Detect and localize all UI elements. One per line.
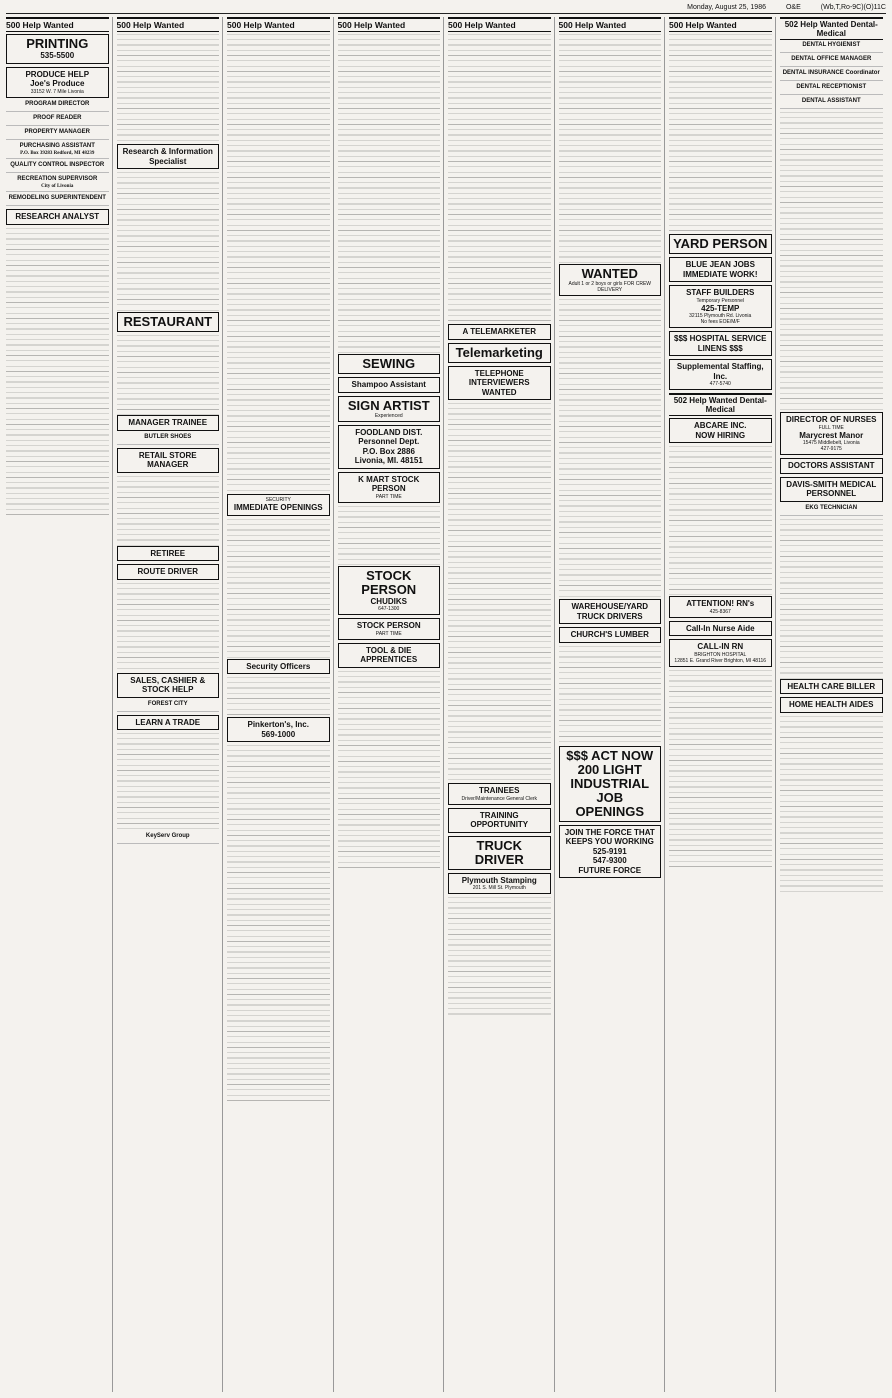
ad-security-immediate	[227, 494, 330, 516]
ad-head: SECURITY	[265, 497, 291, 503]
ad-title: Plymouth Stamping	[461, 875, 537, 885]
ad-title: Security Officers	[246, 661, 311, 671]
column-1	[6, 17, 113, 1392]
ad-retiree	[117, 546, 220, 562]
ad-title: SEWING	[362, 356, 416, 371]
ad-title: SALES, CASHIER & STOCK HELP	[130, 675, 206, 694]
ad-light-industrial	[559, 746, 662, 822]
ad-title: CHURCH'S LUMBER	[570, 630, 649, 639]
ad-research-analyst	[6, 209, 109, 225]
column-header: 500 Help Wanted	[559, 17, 662, 32]
ad-hospital-linens	[669, 331, 772, 356]
ad-city: Livonia, MI. 48151	[354, 456, 423, 465]
ad-doctors-assistant	[780, 458, 884, 474]
ad-title: Supplemental Staffing, Inc.	[676, 362, 764, 381]
ad-sewing	[338, 354, 441, 374]
column-text-filler	[448, 403, 551, 783]
ad-fees: No fees EOE/M/F	[700, 319, 740, 325]
ad-phone: 477-5740	[709, 381, 731, 387]
ad-warehouse-yard	[559, 599, 662, 624]
ad-call-in-rn	[669, 639, 772, 667]
ad-title: HEALTH CARE BILLER	[787, 681, 876, 691]
ad-title: Telemarketing	[455, 344, 543, 360]
column-8	[780, 17, 887, 1392]
ad-sub: FULL TIME	[818, 424, 844, 431]
ad-dental-receptionist	[780, 84, 884, 95]
ad-property-manager	[6, 129, 109, 140]
column-header: 500 Help Wanted	[227, 17, 330, 32]
ad-kmart	[338, 472, 441, 503]
ad-quality-control	[6, 162, 109, 173]
section-name: O&E	[785, 4, 801, 11]
ad-sub: Personnel Dept.	[358, 437, 420, 446]
column-text-filler	[117, 733, 220, 833]
column-text-filler	[227, 745, 330, 1105]
ad-title: DAVIS-SMITH MEDICAL PERSONNEL	[786, 479, 877, 498]
ad-title: ABCARE INC.	[694, 421, 747, 430]
ad-title: ROUTE DRIVER	[137, 567, 198, 576]
ad-title: FOODLAND DIST.	[355, 427, 423, 437]
ad-sub: Adult 1 or 2 boys or girls FOR CREW DELIVERY	[568, 281, 652, 293]
column-5	[448, 17, 555, 1392]
ad-title: PURCHASING ASSISTANT	[19, 142, 95, 149]
ad-company: BRIGHTON HOSPITAL	[694, 651, 747, 658]
ad-church-lumber	[559, 627, 662, 643]
ad-address: 12851 E. Grand River Brighton, MI 48116	[674, 657, 767, 664]
ad-company: Joe's Produce	[30, 79, 85, 88]
ad-title: RETIREE	[150, 548, 186, 558]
column-text-filler	[669, 446, 772, 596]
ad-title: Research & Information Specialist	[122, 147, 213, 166]
ad-yard-person	[669, 234, 772, 254]
column-text-filler	[559, 34, 662, 264]
column-text-filler	[669, 670, 772, 870]
ad-phone: 547-9300	[592, 856, 627, 865]
column-text-filler	[559, 646, 662, 746]
ad-trainees	[448, 783, 551, 805]
ad-sub: Driver/Maintenance General Clerk	[461, 795, 538, 802]
ad-title: TRUCK DRIVER	[474, 837, 524, 867]
ad-supplemental	[669, 359, 772, 390]
ad-printing	[6, 34, 109, 64]
ad-phone: 427-9175	[820, 446, 842, 452]
ad-title: DENTAL OFFICE MANAGER	[791, 56, 872, 62]
ad-truck-driver	[448, 836, 551, 870]
ad-title: WANTED	[581, 266, 638, 281]
ad-restaurant	[117, 312, 220, 332]
column-6	[559, 17, 666, 1392]
ad-title: DENTAL RECEPTIONIST	[796, 84, 867, 90]
ad-plymouth-stamping	[448, 873, 551, 895]
ad-address: 15475 Middlebelt, Livonia	[802, 440, 860, 446]
ad-stock-chudiks	[338, 566, 441, 616]
column-4	[338, 17, 445, 1392]
ad-sales-clerk	[117, 673, 220, 698]
ad-title: PROPERTY MANAGER	[24, 128, 91, 135]
ad-title: STOCK PERSON	[361, 567, 417, 597]
ad-foodland	[338, 425, 441, 469]
ad-route-driver	[117, 564, 220, 580]
ad-retail	[117, 448, 220, 473]
ad-pinkerton	[227, 717, 330, 742]
ad-home-health	[780, 697, 884, 713]
ad-sub: Experienced	[374, 412, 403, 419]
issue-date: Monday, August 25, 1986	[687, 4, 766, 11]
column-text-filler	[780, 112, 884, 412]
edition-code: (Wb,T,Ro-9C)(O)11C	[820, 4, 886, 11]
ad-dental-insurance	[780, 70, 884, 81]
ad-address: 33152 W. 7 Mile Livonia	[30, 88, 84, 95]
ad-title: TOOL & DIE APPRENTICES	[360, 645, 418, 664]
ad-telephone-interviewers	[448, 366, 551, 401]
ad-call-in-nurse-aide	[669, 621, 772, 637]
ad-program-director	[6, 101, 109, 112]
column-text-filler	[338, 671, 441, 871]
ad-title: STAFF BUILDERS	[686, 288, 755, 297]
ad-ekg	[780, 505, 884, 516]
column-text-filler	[227, 34, 330, 494]
ad-title: Pinkerton's, Inc.	[247, 720, 309, 729]
column-header: 500 Help Wanted	[338, 17, 441, 32]
ad-address: 32115 Plymouth Rd. Livonia	[689, 313, 752, 319]
column-text-filler	[338, 34, 441, 354]
ad-purchasing	[6, 143, 109, 159]
ad-title: IMMEDIATE OPENINGS	[233, 503, 323, 512]
ad-tool-die	[338, 643, 441, 668]
ad-davis-smith	[780, 477, 884, 502]
ad-sub: NOW HIRING	[695, 430, 746, 440]
ad-recreation	[6, 176, 109, 192]
column-text-filler	[117, 476, 220, 546]
ad-title: YARD PERSON	[673, 236, 768, 251]
ad-box: P.O. Box 2886	[362, 446, 415, 456]
ad-sub: City of Livonia	[41, 183, 74, 189]
ad-phone: 647-1300	[378, 606, 400, 612]
ad-title: Call-In Nurse Aide	[685, 623, 755, 633]
ad-phone: 425-8367	[709, 608, 731, 615]
ad-title: MANAGER TRAINEE	[128, 418, 208, 427]
ad-butler	[117, 434, 220, 445]
ad-title: SIGN ARTIST	[347, 397, 430, 413]
ad-title: Shampoo Assistant	[351, 380, 426, 389]
ad-sub: Temporary Personnel	[696, 297, 745, 304]
ad-stock-parttime	[338, 618, 441, 640]
column-text-filler	[780, 519, 884, 679]
ad-title: DENTAL INSURANCE Coordinator	[782, 70, 880, 76]
ad-phone: 569-1000	[261, 729, 296, 739]
ad-title: JOIN THE FORCE THAT KEEPS YOU WORKING	[564, 827, 655, 846]
column-text-filler	[559, 299, 662, 599]
ad-director-nurses	[780, 412, 884, 455]
column-text-filler	[117, 335, 220, 415]
ad-dental-assistant	[780, 98, 884, 109]
ad-learn-trade	[117, 715, 220, 731]
ad-produce	[6, 67, 109, 98]
ad-abcare	[669, 418, 772, 443]
column-text-filler	[448, 897, 551, 1017]
ad-phone: 525-9191	[592, 846, 627, 856]
column-3	[227, 17, 334, 1392]
ad-title: PRODUCE HELP	[25, 69, 90, 79]
ad-security-officers	[227, 659, 330, 675]
classified-columns	[6, 17, 886, 1392]
column-2	[117, 17, 224, 1392]
ad-telemarketer	[448, 324, 551, 340]
ad-title: REMODELING SUPERINTENDENT	[8, 195, 106, 202]
column-text-filler	[227, 677, 330, 717]
column-text-filler	[669, 34, 772, 234]
column-header: 500 Help Wanted	[448, 17, 551, 32]
column-header: 500 Help Wanted	[6, 17, 109, 32]
column-header: 502 Help Wanted Dental-Medical	[669, 393, 772, 416]
ad-wanted-crew	[559, 264, 662, 296]
ad-title: PRINTING	[26, 36, 89, 51]
ad-title: ATTENTION! RN's	[686, 599, 755, 608]
ad-title: BLUE JEAN JOBS IMMEDIATE WORK!	[682, 260, 758, 279]
ad-title: DIRECTOR OF NURSES	[785, 415, 877, 424]
ad-title: EKG TECHNICIAN	[805, 504, 858, 511]
ad-title: FOREST CITY	[147, 700, 188, 707]
ad-training	[448, 808, 551, 833]
column-text-filler	[227, 519, 330, 659]
ad-title: KeyServ Group	[145, 833, 190, 839]
masthead	[6, 4, 886, 14]
ad-title: TRAINEES	[479, 786, 520, 795]
ad-phone: 425-TEMP	[701, 303, 740, 313]
ad-title: RESEARCH ANALYST	[15, 212, 100, 222]
column-header: 500 Help Wanted	[117, 17, 220, 32]
ad-dental-hygienist	[780, 42, 884, 53]
ad-title: RESTAURANT	[123, 314, 213, 329]
column-header: 500 Help Wanted	[669, 17, 772, 32]
ad-shampoo	[338, 377, 441, 393]
ad-research-info	[117, 144, 220, 169]
ad-title: DOCTORS ASSISTANT	[787, 461, 875, 470]
ad-forest-city	[117, 701, 220, 712]
ad-manager-trainee	[117, 415, 220, 431]
column-header: 502 Help Wanted Dental-Medical	[780, 17, 884, 40]
ad-title: QUALITY CONTROL INSPECTOR	[10, 161, 105, 168]
ad-title: A TELEMARKETER	[462, 327, 536, 336]
ad-title: CALL-IN RN	[697, 642, 744, 651]
ad-dental-office-manager	[780, 56, 884, 67]
ad-title: $$$ HOSPITAL SERVICE LINENS $$$	[674, 334, 767, 353]
ad-company: FUTURE FORCE	[578, 865, 642, 875]
ad-title: LEARN A TRADE	[135, 717, 201, 727]
ad-health-care-biller	[780, 679, 884, 695]
ad-blue-jean	[669, 257, 772, 282]
column-text-filler	[117, 34, 220, 144]
ad-phone: 535-5500	[40, 51, 75, 60]
ad-keyserv	[117, 833, 220, 844]
ad-title: STOCK PERSON	[356, 621, 421, 630]
ad-title: TELEPHONE INTERVIEWERS WANTED	[468, 368, 530, 397]
ad-box: P.O. Box 39283 Redford, MI 48239	[20, 150, 95, 156]
ad-staff-builders	[669, 285, 772, 328]
ad-title: RETAIL STORE MANAGER	[138, 450, 197, 469]
ad-title: WAREHOUSE/YARD TRUCK DRIVERS	[571, 602, 649, 621]
ad-sub: PART TIME	[375, 493, 402, 500]
column-text-filler	[117, 583, 220, 673]
column-text-filler	[338, 506, 441, 566]
ad-attention-rns	[669, 596, 772, 618]
column-7	[669, 17, 776, 1392]
ad-remodeling	[6, 195, 109, 206]
ad-address: 201 S. Mill St. Plymouth	[472, 885, 526, 891]
ad-sign-artist	[338, 396, 441, 422]
column-text-filler	[117, 172, 220, 312]
ad-future-force	[559, 825, 662, 879]
ad-title: TRAINING OPPORTUNITY	[470, 810, 529, 829]
column-text-filler	[6, 228, 109, 518]
ad-title: PROGRAM DIRECTOR	[25, 100, 90, 107]
ad-title: DENTAL HYGIENIST	[802, 42, 861, 48]
ad-title: $$$ ACT NOW 200 LIGHT INDUSTRIAL JOB OPENINGS	[566, 747, 654, 819]
ad-title: K MART STOCK PERSON	[358, 474, 420, 493]
column-text-filler	[448, 34, 551, 324]
ad-title: DENTAL ASSISTANT	[801, 98, 861, 104]
ad-company: Marycrest Manor	[799, 430, 864, 440]
ad-sub: PART TIME	[375, 630, 402, 637]
ad-title: HOME HEALTH AIDES	[789, 700, 874, 709]
ad-title: PROOF READER	[33, 114, 82, 121]
ad-company: CHUDIKS	[370, 596, 407, 606]
ad-title: RECREATION SUPERVISOR	[17, 175, 98, 182]
ad-proof-reader	[6, 115, 109, 126]
column-text-filler	[780, 716, 884, 896]
ad-title: BUTLER SHOES	[144, 433, 192, 440]
ad-telemarketing	[448, 343, 551, 363]
